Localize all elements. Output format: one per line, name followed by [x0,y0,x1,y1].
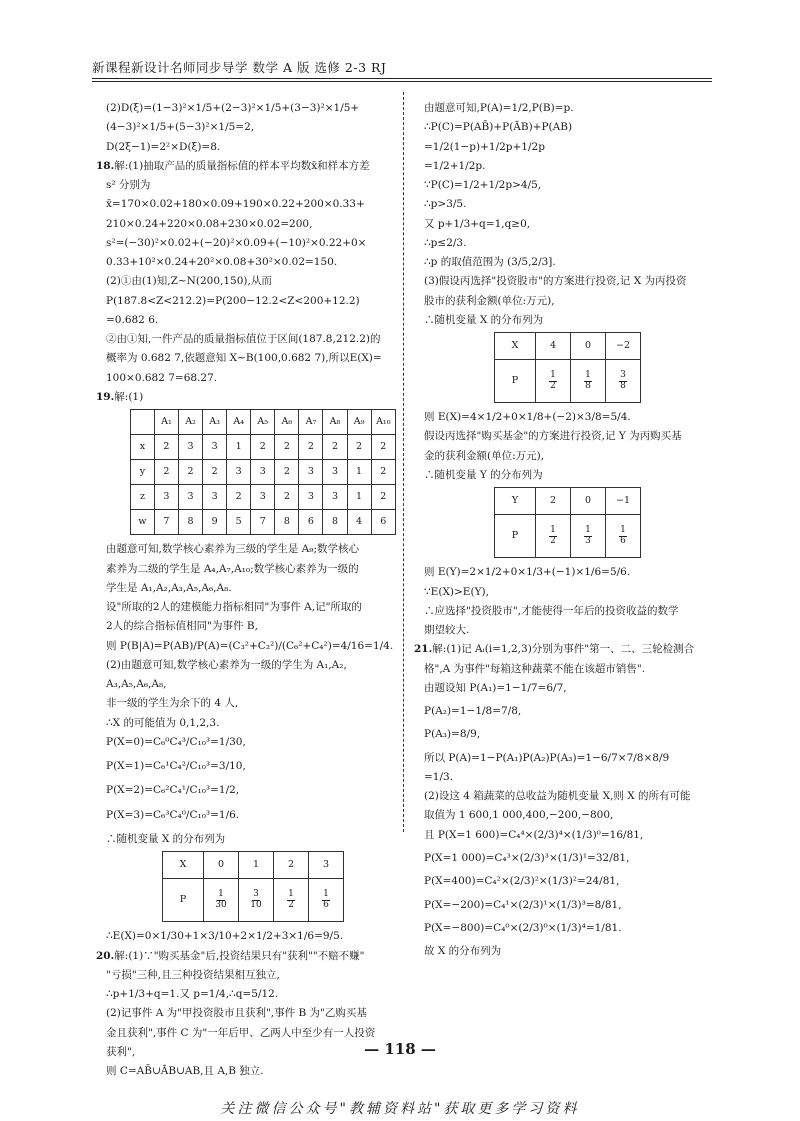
table-cell: 3 [203,485,227,510]
table-cell: z [131,485,155,510]
table-cell: 2 [275,435,299,460]
formula-line: ∴p+1/3+q=1.又 p=1/4,∴q=5/12. [106,988,279,1001]
student-score-table [130,409,396,535]
table-row [131,435,396,460]
formula-line: ∴p≤2/3. [424,236,467,249]
formula-line: 则 E(Y)=2×1/2+0×1/3+(−1)×1/6=5/6. [424,566,631,579]
formula-line: ∵E(X)>E(Y), [424,585,489,598]
header-rule-thin [92,81,712,82]
footer-note: 关注微信公众号"教辅资料站"获取更多学习资料 [220,1101,580,1117]
table-cell: 3 [178,485,202,510]
text-line: 解:(1)∵"购买基金"后,投资结果只有"获利""不赔不赚" [114,949,365,962]
question-21 [414,641,714,657]
text-line: (4−3)²×1/5+(5−3)²×1/5=2, [106,121,255,134]
table-cell: −2 [606,333,641,360]
question-number: 21. [414,643,433,656]
formula-line: P(X=−200)=C₄¹×(2/3)¹×(1/3)³=8/81, [424,898,622,911]
text-line: 解:(1) [114,390,144,403]
text-line: 金且获利",事件 C 为"一年后甲、乙两人中至少有一人投资 [106,1026,376,1039]
text-line: 假设丙选择"购买基金"的方案进行投资,记 Y 为丙购买基 [424,430,682,443]
table-cell: 8 [323,510,347,535]
table-cell: 4 [347,510,371,535]
table-row [131,510,396,535]
table-cell: 8 [178,510,202,535]
table-row [495,360,641,403]
question-18 [96,158,396,174]
table-cell: 2 [154,435,178,460]
text-line: s² 分别为 [106,179,151,192]
table-cell: 2 [371,435,395,460]
formula-line: ∴P(C)=P(AB̄)+P(ĀB)+P(AB) [424,121,573,134]
text-line: 格",A 为事件"每箱这种蔬菜不能在该超市销售". [424,662,646,675]
table-cell: A₁₀ [371,410,395,435]
text-line: (2)①由(1)知,Z~N(200,150),从而 [106,275,272,288]
table-cell: 0 [571,333,606,360]
header-rule [92,78,712,79]
formula-line: P(X=1 000)=C₄³×(2/3)³×(1/3)¹=32/81, [424,851,630,864]
table-cell: y [131,460,155,485]
table-cell: 3 [309,852,344,879]
table-cell: A₈ [323,410,347,435]
formula-line: P(X=−800)=C₄⁰×(2/3)⁰×(1/3)⁴=1/81. [424,921,622,934]
table-cell: 2 [274,852,309,879]
page-number: — 118 — [364,1040,436,1058]
text-line: 0.33+10²×0.24+20²×0.08+30²×0.02=150. [106,256,338,269]
text-line: ∴随机变量 X 的分布列为 [424,313,544,326]
text-line: (2)设这 4 箱蔬菜的总收益为随机变量 X,则 X 的所有可能 [424,790,691,803]
formula-line: P(X=3)=C₆³C₄⁰/C₁₀³=1/6. [106,808,240,821]
text-line: 100×0.682 7=68.27. [106,371,218,384]
table-cell: A₃ [203,410,227,435]
distribution-table-stock [494,332,641,403]
table-cell: 2 [227,485,251,510]
table-cell: 3 [323,485,347,510]
table-cell: P [163,879,204,922]
text-line: 期望较大. [424,624,470,637]
table-cell: 3 [299,485,323,510]
table-cell: X [495,333,536,360]
table-cell: 1 [239,852,274,879]
table-cell: 3 [299,460,323,485]
table-cell: 2 [203,460,227,485]
table-cell: A₇ [299,410,323,435]
column-divider [403,92,404,832]
table-cell: P [495,515,536,558]
text-line: ∴随机变量 X 的分布列为 [106,832,226,845]
table-cell: A₂ [178,410,202,435]
text-line: (3)假设丙选择"投资股市"的方案进行投资,记 X 为丙投资 [424,275,687,288]
formula-line: P(X=400)=C₄²×(2/3)²×(1/3)²=24/81, [424,875,620,888]
table-cell [274,879,309,922]
table-cell [571,515,606,558]
fraction: $\frac{1}{2}$ [550,524,556,546]
text-line: D(2ξ−1)=2²×D(ξ)=8. [106,140,221,153]
table-cell: w [131,510,155,535]
table-cell: 6 [371,510,395,535]
table-cell: X [163,852,204,879]
table-cell [536,515,571,558]
formula-line: ∴p>3/5. [424,198,467,211]
table-cell: Y [495,488,536,515]
table-cell: 3 [154,485,178,510]
fraction: $\frac{1}{6}$ [620,524,626,546]
table-cell: 2 [154,460,178,485]
table-header-row [163,852,344,879]
table-row [131,485,396,510]
text-line: "亏损"三种,且三种投资结果相互独立, [106,968,280,981]
formula-line: P(X=2)=C₆²C₄¹/C₁₀³=1/2, [106,784,240,797]
table-cell: 2 [299,435,323,460]
question-number: 20. [96,949,115,962]
table-cell: 2 [275,460,299,485]
formula-line: ∴E(X)=0×1/30+1×3/10+2×1/2+3×1/6=9/5. [106,930,344,943]
question-number: 18. [96,159,115,172]
text-line: ∴随机变量 Y 的分布列为 [424,468,543,481]
formula-line: =1/3. [424,770,454,783]
table-cell: 2 [275,485,299,510]
table-cell: x [131,435,155,460]
text-line: A₃,A₅,A₆,A₈, [106,678,167,691]
table-cell: 5 [227,510,251,535]
text-line: (2)记事件 A 为"甲投资股市且获利",事件 B 为"乙购买基 [106,1007,367,1020]
table-cell: 3 [323,460,347,485]
table-header-row [495,488,641,515]
question-number: 19. [96,390,115,403]
table-cell: 4 [536,333,571,360]
table-header-row [495,333,641,360]
table-cell: 0 [571,488,606,515]
table-cell: 3 [251,460,275,485]
text-line: 股市的获利金额(单位:万元), [424,294,555,307]
question-19 [96,389,396,405]
text-line: 2人的综合指标值相同"为事件 B, [106,620,258,633]
formula-line: 所以 P(A)=1−P(A₁)P(A₂)P(A₃)=1−6/7×7/8×8/9 [424,751,670,764]
formula-line: P(A₂)=1−1/8=7/8, [424,705,522,718]
table-cell: 9 [203,510,227,535]
formula-line: 则 E(X)=4×1/2+0×1/8+(−2)×3/8=5/4. [424,411,631,424]
text-line: x̄=170×0.02+180×0.09+190×0.22+200×0.33+ [106,198,365,211]
table-cell [536,360,571,403]
table-cell: 3 [251,485,275,510]
table-cell [239,879,274,922]
table-cell: A₆ [275,410,299,435]
text-line: (2)D(ξ)=(1−3)²×1/5+(2−3)²×1/5+(3−3)²×1/5+ [106,102,360,114]
table-cell [131,410,155,435]
formula-line: =1/2(1−p)+1/2p+1/2p [424,140,545,153]
table-cell: 3 [227,460,251,485]
text-line: s²=(−30)²×0.02+(−20)²×0.09+(−10)²×0.22+0× [106,236,367,249]
table-cell: P [495,360,536,403]
table-cell: 0 [204,852,239,879]
formula-line: 且 P(X=1 600)=C₄⁴×(2/3)⁴×(1/3)⁰=16/81, [424,828,644,841]
table-cell [204,879,239,922]
table-cell: 2 [323,435,347,460]
text-line: ②由①知,一件产品的质量指标值位于区间(187.8,212.2)的 [106,333,381,346]
text-line: 设"所取的2人的建模能力指标相同"为事件 A,记"所取的 [106,601,362,614]
right-column [414,100,714,962]
table-cell: 2 [251,435,275,460]
text-line: 金的获利金额(单位:万元), [424,449,545,462]
text-line: (2)由题意可知,数学核心素养为一级的学生为 A₁,A₂, [106,658,347,671]
table-cell: 2 [371,485,395,510]
question-20 [96,948,396,964]
table-cell [606,360,641,403]
text-line: 故 X 的分布列为 [424,945,502,958]
table-cell [309,879,344,922]
fraction: $\frac{1}{2}$ [288,888,294,910]
table-cell: A₄ [227,410,251,435]
table-cell: 3 [178,435,202,460]
table-cell: 1 [347,485,371,510]
table-cell: −1 [606,488,641,515]
table-cell [606,515,641,558]
text-line: 学生是 A₁,A₂,A₃,A₅,A₆,A₈. [106,581,232,594]
table-header-row [131,410,396,435]
running-header: 新课程新设计名师同步导学 数学 A 版 选修 2-3 RJ [92,60,387,75]
table-cell: A₉ [347,410,371,435]
text-line: ∴应选择"投资股市",才能使得一年后的投资收益的数学 [424,604,679,617]
fraction: $\frac{1}{8}$ [585,369,591,391]
table-cell: 1 [227,435,251,460]
table-cell: 7 [251,510,275,535]
table-cell: 2 [371,460,395,485]
text-line: 则 C=AB̄∪ĀB∪AB,且 A,B 独立. [106,1065,264,1078]
formula-line: P(X=0)=C₆⁰C₄³/C₁₀³=1/30, [106,735,246,748]
formula-line: 由题设知 P(A₁)=1−1/7=6/7, [424,681,567,694]
fraction: $\frac{1}{3}$ [585,524,591,546]
text-line: 解:(1)记 Aᵢ(i=1,2,3)分别为事件"第一、二、三轮检测合 [432,643,695,656]
table-cell: 2 [536,488,571,515]
formula-line: P(A₃)=8/9, [424,728,481,741]
table-cell: 1 [347,460,371,485]
table-cell: 2 [178,460,202,485]
text-line: 获利", [106,1045,136,1058]
table-row [131,460,396,485]
text-line: 素养为二级的学生是 A₄,A₇,A₁₀;数学核心素养为一级的 [106,562,359,575]
formula-line: 由题意可知,P(A)=1/2,P(B)=p. [424,102,574,114]
table-cell: A₁ [154,410,178,435]
text-line: P(187.8<Z<212.2)=P(200−12.2<Z<200+12.2) [106,294,360,307]
text-line: 概率为 0.682 7,依题意知 X~B(100,0.682 7),所以E(X)= [106,352,382,365]
table-cell: 7 [154,510,178,535]
text-line: 非一级的学生为余下的 4 人, [106,697,239,710]
text-line: 解:(1)抽取产品的质量指标值的样本平均数x̄和样本方差 [114,159,370,172]
text-line: 取值为 1 600,1 000,400,−200,−800, [424,809,614,822]
table-cell: A₅ [251,410,275,435]
distribution-table-fund [494,487,641,558]
formula-line: 又 p+1/3+q=1,q≥0, [424,217,531,230]
fraction: $\frac{3}{10}$ [250,888,262,910]
formula-line: P(X=1)=C₆¹C₄²/C₁₀³=3/10, [106,760,246,773]
text-line: ∴X 的可能值为 0,1,2,3. [106,716,220,729]
fraction: $\frac{1}{30}$ [215,888,227,910]
table-row [495,515,641,558]
formula-line: ∵P(C)=1/2+1/2p>4/5, [424,179,542,192]
table-cell: 3 [203,435,227,460]
table-cell [571,360,606,403]
table-row [163,879,344,922]
text-line: 由题意可知,数学核心素养为三级的学生是 A₉;数学核心 [106,543,360,556]
formula-line: =1/2+1/2p. [424,159,486,172]
text-line: =0.682 6. [106,313,159,326]
formula-line: ∴p 的取值范围为 (3/5,2/3]. [424,256,556,269]
distribution-table-x [162,851,344,922]
formula-line: 则 P(B|A)=P(AB)/P(A)=(C₃²+C₂²)/(C₆²+C₄²)=4/16=1/4. [106,639,394,652]
table-cell: 8 [275,510,299,535]
table-cell: 2 [347,435,371,460]
text-line: 210×0.24+220×0.08+230×0.02=200, [106,217,313,230]
table-cell: 6 [299,510,323,535]
fraction: $\frac{1}{2}$ [550,369,556,391]
fraction: $\frac{3}{8}$ [620,369,626,391]
fraction: $\frac{1}{6}$ [323,888,329,910]
left-column [96,100,396,1082]
